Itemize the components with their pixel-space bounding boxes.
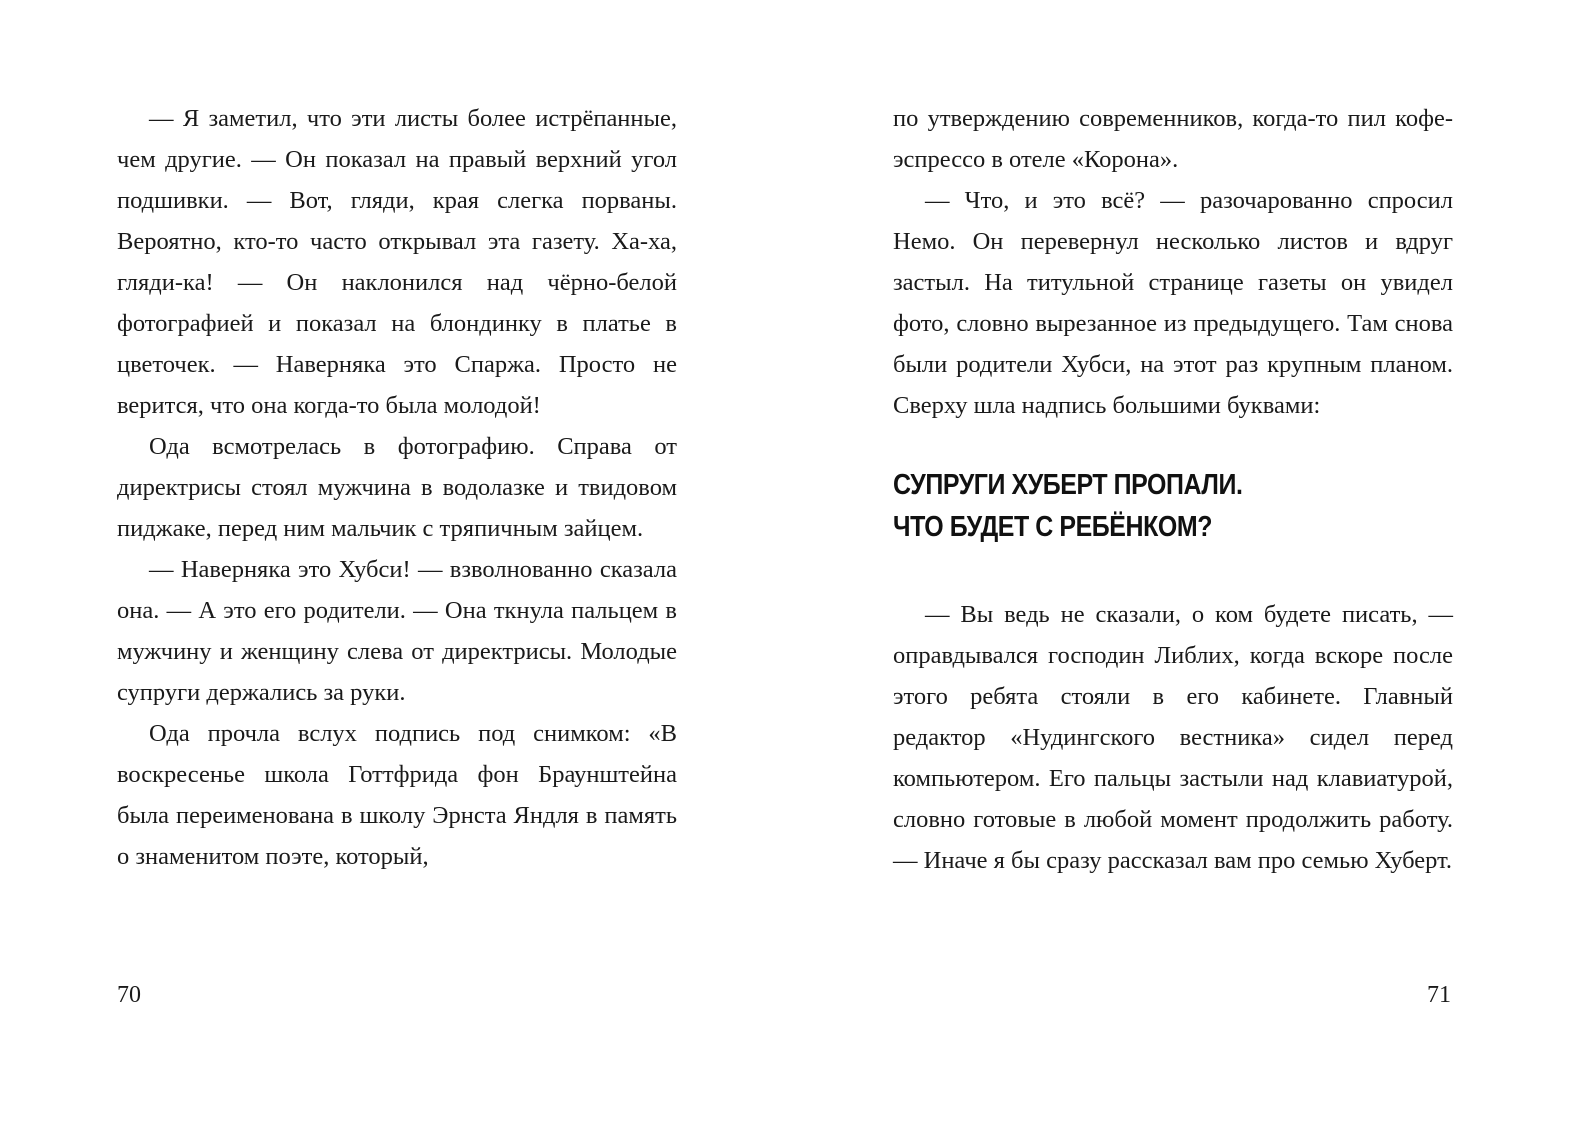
paragraph: — Вы ведь не сказали, о ком будете писать, — оправдывался господин Либлих, когда вскоре после этого ребята стояли в его кабинете. Главный редактор «Нудингского вестника» сидел перед компьютером. Его пальцы застыли над клавиатурой, словно готовые в любой момент продолжить работу. — Иначе я бы сразу рассказал вам про семью Хуберт. bbox=[893, 601, 1453, 874]
left-page bbox=[117, 98, 677, 877]
headline-line-2: ЧТО БУДЕТ С РЕБЁНКОМ? bbox=[893, 511, 1213, 543]
page-number-left: 70 bbox=[117, 982, 141, 1008]
headline-line-1: СУПРУГИ ХУБЕРТ ПРОПАЛИ. bbox=[893, 469, 1243, 501]
paragraph: — Я заметил, что эти листы более истрёпанные, чем другие. — Он показал на правый верхний угол подшивки. — Вот, гляди, края слегка порваны. Вероятно, кто-то часто открывал эта газету. Ха-ха, гляди-ка! — Он наклонился над чёрно-белой фотографией и показал на блондинку в платье в цветочек. — Наверняка это Спаржа. Просто не верится, что она когда-то была молодой! bbox=[117, 105, 677, 419]
paragraph: — Что, и это всё? — разочарованно спросил Немо. Он перевернул несколько листов и вдруг застыл. На титульной странице газеты он увидел фото, словно вырезанное из предыдущего. Там снова были родители Хубси, на этот раз крупным планом. Сверху шла надпись большими буквами: bbox=[893, 187, 1453, 419]
paragraph: — Наверняка это Хубси! — взволнованно сказала она. — А это его родители. — Она ткнула пальцем в мужчину и женщину слева от директрисы. Молодые супруги держались за руки. bbox=[117, 556, 677, 706]
right-page bbox=[893, 98, 1453, 881]
paragraph: Ода всмотрелась в фотографию. Справа от директрисы стоял мужчина в водолазке и твидовом пиджаке, перед ним мальчик с тряпичным зайцем. bbox=[117, 433, 677, 542]
paragraph: Ода прочла вслух подпись под снимком: «В воскресенье школа Готтфрида фон Браунштейна была переименована в школу Эрнста Яндля в память о знаменитом поэте, который, bbox=[117, 720, 677, 870]
page-number-right: 71 bbox=[1427, 982, 1451, 1008]
paragraph: по утверждению современников, когда-то пил кофе-эспрессо в отеле «Корона». bbox=[893, 105, 1453, 173]
newspaper-headline bbox=[893, 464, 1375, 548]
